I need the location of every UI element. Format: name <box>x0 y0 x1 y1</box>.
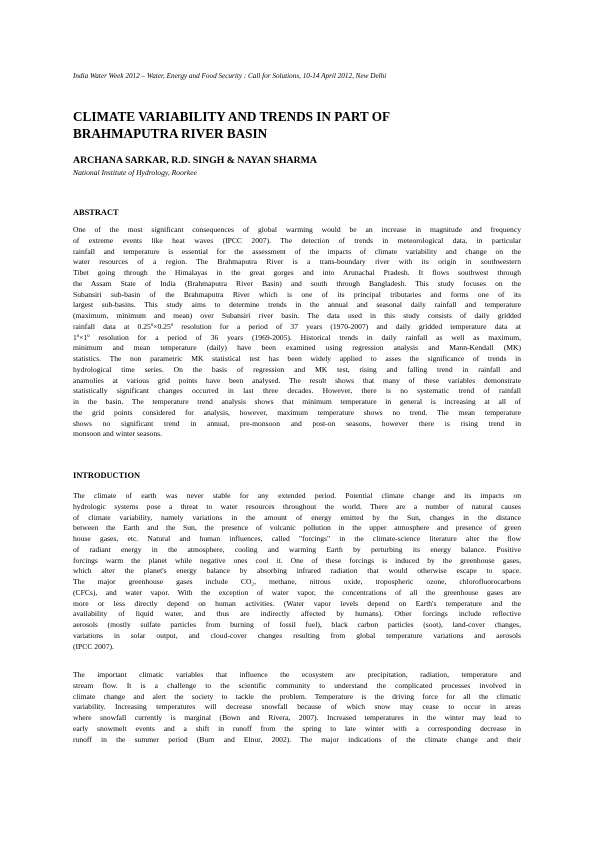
text-line: (CFCs), and water vapor. With the exception of water vapor, the concentrations of all the greenhouse gases are <box>73 587 521 597</box>
author-list: ARCHANA SARKAR, R.D. SINGH & NAYAN SHARMA <box>73 155 317 166</box>
text-line: statistics. The non parametric MK statistical test has been widely applied to asses the significance of trends in <box>73 354 521 363</box>
text-line: between the Earth and the Sun, the presence of volcanic pollution in the upper atmosphere and presence of green <box>73 523 521 533</box>
text-line: monsoon and winter seasons. <box>73 429 163 439</box>
text-line: (IPCC 2007). <box>73 641 114 651</box>
text-line: Subansiri sub-basin of the Brahmaputra River which is one of its principal tributaries and forms one of its <box>73 289 521 299</box>
text-line: hydrologic systems pose a threat to water resources throughout the world. There are a number of natural causes <box>73 501 521 511</box>
text-line: largest sub-basins. This study aims to determine trends in the annual and seasonal daily rainfall and temperature <box>73 300 521 310</box>
title-line: CLIMATE VARIABILITY AND TRENDS IN PART OF <box>73 109 391 124</box>
text-line: The climate of earth was never stable for any extended period. Potential climate change and its impacts on <box>73 491 521 500</box>
text-line: the Assam State of India (Brahmaputra River Basin) and south through Bangladesh. This study focuses on the <box>73 278 521 288</box>
text-line: Tibet going through the Himalayas in the great gorges and into Arunachal Pradesh. It flows southwest through <box>73 268 521 277</box>
author-affiliation: National Institute of Hydrology, Roorkee <box>73 168 197 177</box>
text-line: of climate variability, namely variations in the amount of energy emitted by the Sun, changes in the distance <box>73 512 521 522</box>
text-line: more or less directly depend on human activities. (Water vapor levels depend on Earth's temperature and the <box>73 598 521 608</box>
text-line: variability. Increasing temperatures will decrease snowfall because of which snow may cease to occur in areas <box>73 702 521 712</box>
running-header: India Water Week 2012 – Water, Energy and Food Security : Call for Solutions, 10-14 April 2012, New Delhi <box>73 72 387 80</box>
text-line: (maximum, minimum and mean) over Subansiri river basin. The data used in this study consists of daily gridded <box>73 311 521 320</box>
text-line: forcings warm the planet while negative ones cool it. One of these forcings is induced by the greenhouse gases, <box>73 555 521 565</box>
text-line: rainfall and temperature is essential for the assessment of the impacts of climate variability and change on the <box>73 246 521 256</box>
text-line: The major greenhouse gases include CO₂, methane, nitrous oxide, tropospheric ozone, chlorofluorocarbons <box>73 577 521 586</box>
text-line: climate change and alert the society to tackle the problem. Temperature is the driving force for all the climatic <box>73 691 521 701</box>
title-line: BRAHMAPUTRA RIVER BASIN <box>73 126 268 141</box>
text-line: water resources of a region. The Brahmaputra River is a trans-boundary river with its origin in southwestern <box>73 257 521 267</box>
introduction-heading: INTRODUCTION <box>73 471 141 480</box>
text-line: hydrological time series. On the basis of regression and MK test, rising and falling trend in rainfall and <box>73 364 521 374</box>
text-line: runoff in the summer period (Burn and Elnur, 2002). The major indications of the climate change and their <box>73 734 521 744</box>
text-line: minimum and mean temperature (daily) have been examined using regression analysis and Mann-Kendall (MK) <box>73 343 521 353</box>
paper-title <box>73 108 513 142</box>
text-line: early snowmelt events and a shift in runoff from the spring to late winter with a corresponding decrease in <box>73 723 521 733</box>
text-line: of extreme events like heat waves (IPCC 2007). The detection of trends in meteorological data, in particular <box>73 235 521 245</box>
abstract-heading: ABSTRACT <box>73 208 119 217</box>
text-line: availability of liquid water, and thus are indirectly affected by humans). Other forcings include reflective <box>73 609 521 619</box>
text-line: house gases, etc. Natural and human influences, called "forcings" in the climate-science literature alter the flow <box>73 534 521 543</box>
text-line: anamolies at various grid points have been analysed. The result shows that many of these variables demonstrate <box>73 375 521 385</box>
text-line: One of the most significant consequences of global warming would be an increase in magnitude and frequency <box>73 225 521 234</box>
text-line: which alter the planet's energy balance by absorbing infrared radiation that would otherwise escape to space. <box>73 566 521 576</box>
text-line: variations in solar output, and cloud-cover changes resulting from global temperature variations and aerosols <box>73 630 521 640</box>
text-line: shows no significant trend in annual, pre-monsoon and post-on seasons, however there is rising trend in <box>73 418 521 428</box>
text-line: statistically significant changes occurred in last three decades. However, there is no systematic trend of rainfall <box>73 386 521 396</box>
text-line: aerosols (mostly sulfate particles from burning of fossil fuel), black carbon particles (soot), land-cover changes, <box>73 620 521 629</box>
text-line: in the basin. The temperature trend analysis shows that minimum temperature in general is increasing at all of <box>73 397 521 406</box>
text-line: 1º×1º resolution for a period of 36 years (1969-2005). Historical trends in daily rainfall as well as maximum, <box>73 332 521 342</box>
text-line: stream flow. It is a challenge to the scientific community to understand the complicated processes involved in <box>73 680 521 690</box>
text-line: rainfall data at 0.25º×0.25º resolution for a period of 37 years (1970-2007) and daily gridded temperature data at <box>73 321 521 331</box>
text-line: The important climatic variables that influence the ecosystem are precipitation, radiation, temperature and <box>73 670 521 679</box>
abstract-paragraph <box>73 225 521 440</box>
text-line: of radiant energy in the atmosphere, cooling and warming Earth by perturbing its energy balance. Positive <box>73 544 521 554</box>
introduction-paragraph-1 <box>73 491 521 652</box>
introduction-paragraph-2 <box>73 670 521 745</box>
text-line: where snowfall currently is marginal (Bown and Rivera, 2007). Increased temperatures in the winter may lead to <box>73 713 521 722</box>
text-line: the grid points considered for analysis, however, maximum temperature shows no trend. The mean temperature <box>73 407 521 417</box>
